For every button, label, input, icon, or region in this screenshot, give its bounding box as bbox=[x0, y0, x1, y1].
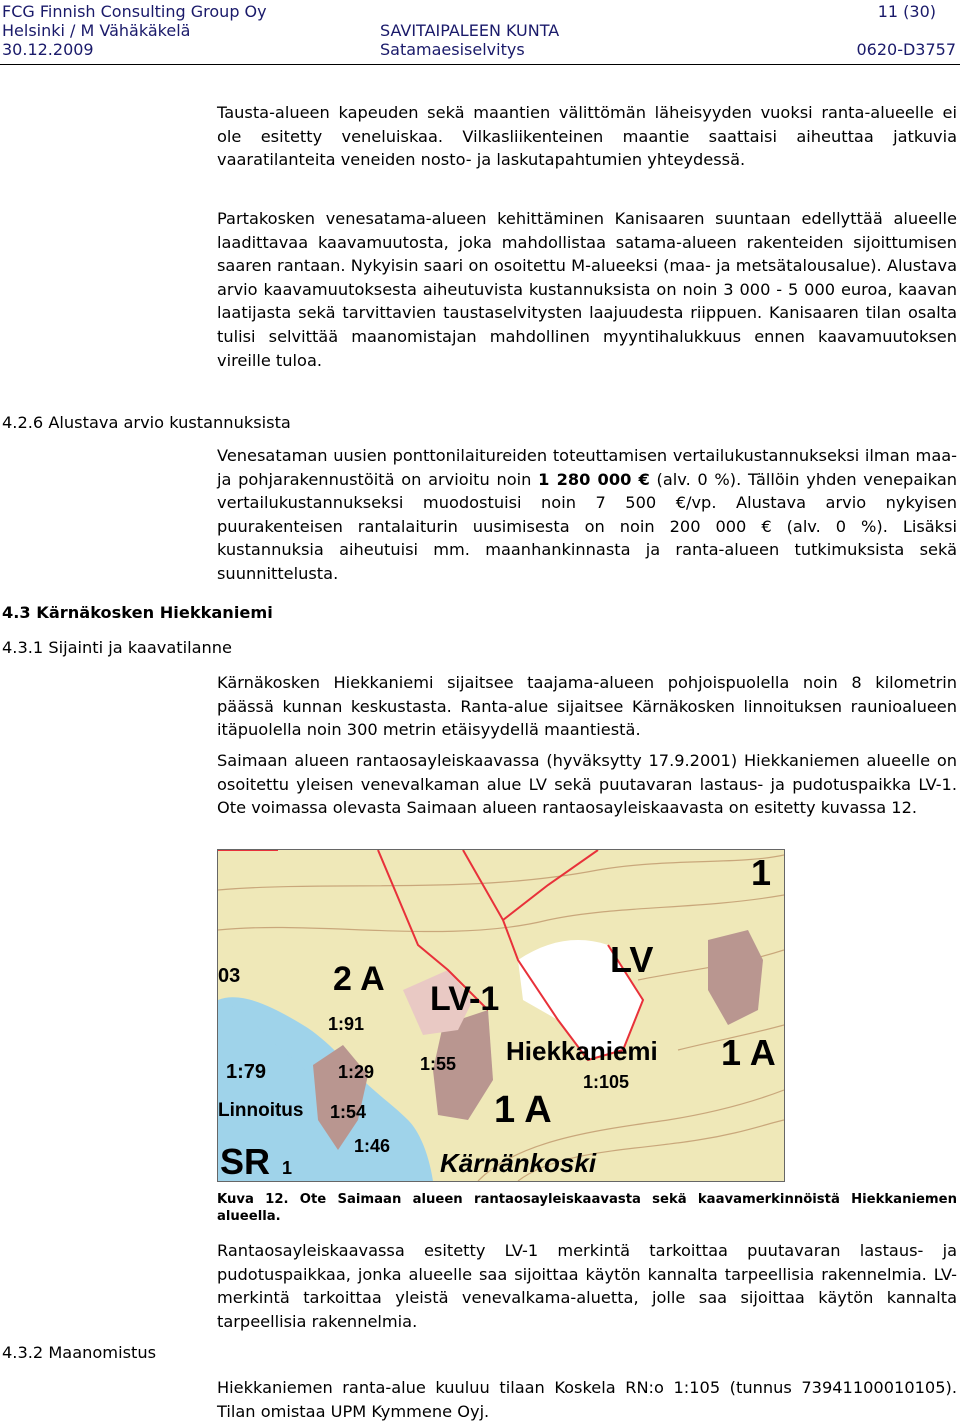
header-client: SAVITAIPALEEN KUNTA bbox=[380, 21, 560, 40]
paragraph-zoning: Saimaan alueen rantaosayleiskaavassa (hyväksytty 17.9.2001) Hiekkaniemen alueelle on osoitettu yleisen venevalkaman alue LV sekä puutavaran lastaus- ja pudotuspaikka LV-1. Ote voimassa olevasta Saimaan alueen rantaosayleiskaavasta on esitetty kuvassa 12. bbox=[217, 751, 957, 818]
paragraph-location: Kärnäkosken Hiekkaniemi sijaitsee taajama-alueen pohjoispuolella noin 8 kilometrin päässä kunnan keskustasta. Ranta-alue sijaitsee Kärnäkosken linnoituksen raunioalueen itäpuolella noin 300 metrin etäisyydellä maantiestä. bbox=[217, 673, 957, 740]
map-label-lv1: LV-1 bbox=[430, 980, 500, 1018]
map-label-03: 03 bbox=[218, 965, 241, 987]
paragraph-lv-meaning: Rantaosayleiskaavassa esitetty LV-1 merkintä tarkoittaa puutavaran lastaus- ja pudotuspaikkaa, jonka alueelle saa sijoittaa käytön kannalta tarpeellisia rakennelmia. LV-merkintä tarkoittaa yleistä venevalkama-aluetta, jolle saa sijoittaa käytön kannalta tarpeellisia rakennelmia. bbox=[217, 1241, 957, 1331]
map-label-hiekkaniemi: Hiekkaniemi bbox=[506, 1036, 658, 1066]
header-author: Helsinki / M Vähäkäkelä bbox=[2, 21, 191, 40]
zoning-map-drawing bbox=[218, 850, 784, 1181]
map-label-1-29: 1:29 bbox=[338, 1062, 375, 1082]
header-title: Satamaesiselvitys bbox=[380, 40, 525, 59]
header-code: 0620-D3757 bbox=[856, 40, 956, 59]
header-divider bbox=[0, 64, 960, 65]
map-label-1-46: 1:46 bbox=[354, 1136, 391, 1156]
costs-text-b: (alv. 0 %). Tällöin yhden venepaikan vertailukustannukseksi muodostuisi noin 7 500 €/vp. Alustava arvio nykyisen puurakenteisen rantalaiturin uusimisesta on noin 200 000 € (alv. 0 %). Lisäksi kustannuksia aiheutuisi mm. maanhankinnasta ja ranta-alueen tutkimuksista sekä suunnittelusta. bbox=[217, 469, 958, 583]
paragraph-costs bbox=[217, 444, 957, 586]
paragraph-ownership: Hiekkaniemen ranta-alue kuuluu tilaan Koskela RN:o 1:105 (tunnus 73941100010105). Tilan omistaa UPM Kymmene Oyj. bbox=[217, 1378, 957, 1421]
zoning-map bbox=[217, 849, 785, 1182]
map-label-1-55: 1:55 bbox=[420, 1054, 457, 1074]
map-label-1-91: 1:91 bbox=[328, 1014, 365, 1034]
map-label-1-79: 1:79 bbox=[226, 1061, 267, 1083]
heading-4-3: 4.3 Kärnäkosken Hiekkaniemi bbox=[2, 603, 273, 622]
map-label-1a-right: 1 A bbox=[721, 1032, 776, 1073]
costs-total: 1 280 000 € bbox=[538, 469, 650, 489]
map-label-1-top: 1 bbox=[751, 852, 772, 893]
map-label-1a-mid: 1 A bbox=[494, 1089, 552, 1131]
costs-text-a: Venesataman uusien ponttonilaitureiden toteuttamisen vertailukustannukseksi ilman maa- ja pohjarakennustöitä on arvioitu noin bbox=[217, 446, 957, 489]
header-company: FCG Finnish Consulting Group Oy bbox=[2, 2, 267, 21]
map-label-lv: LV bbox=[610, 939, 654, 980]
map-label-linnoitus: Linnoitus bbox=[218, 1100, 304, 1121]
paragraph-partakoski: Partakosken venesatama-alueen kehittäminen Kanisaaren suuntaan edellyttää alueelle laadittavaa kaavamuutosta, joka mahdollistaa satama-alueen rakenteiden sijoittumisen saaren rantaan. Nykyisin saari on osoitettu M-alueeksi (maa- ja metsätalousalue). Alustava arvio kaavamuutoksesta aiheutuvista kustannuksista on noin 3 000 - 5 000 euroa, kaavan laatijasta sekä tarvittavien taustaselvitysten laajuudesta riippuen. Kanisaaren tilan osalta tulisi selvittää maanomistajan mahdollinen myyntihalukkuus ennen kaavamuutoksen vireille tuloa. bbox=[217, 209, 957, 370]
map-label-karnankoski: Kärnänkoski bbox=[440, 1148, 597, 1178]
map-label-sr-sub: 1 bbox=[282, 1158, 293, 1178]
paragraph-background: Tausta-alueen kapeuden sekä maantien välittömän läheisyyden vuoksi ranta-alueelle ei ole esitetty veneluiskaa. Vilkasliikenteinen maantie saattaisi aiheuttaa jatkuvia vaaratilanteita veneiden nosto- ja laskutapahtumien yhteydessä. bbox=[217, 103, 957, 170]
heading-4-2-6: 4.2.6 Alustava arvio kustannuksista bbox=[2, 413, 291, 432]
figure-caption: Kuva 12. Ote Saimaan alueen rantaosayleiskaavasta sekä kaavamerkinnöistä Hiekkaniemen alueella. bbox=[217, 1192, 957, 1224]
header-date: 30.12.2009 bbox=[2, 40, 94, 59]
header-page-number: 11 (30) bbox=[877, 2, 936, 21]
map-label-2a: 2 A bbox=[333, 960, 385, 998]
map-label-sr: SR bbox=[220, 1141, 271, 1181]
map-label-1-105: 1:105 bbox=[583, 1072, 630, 1092]
map-label-1-54: 1:54 bbox=[330, 1102, 367, 1122]
heading-4-3-1: 4.3.1 Sijainti ja kaavatilanne bbox=[2, 638, 232, 657]
heading-4-3-2: 4.3.2 Maanomistus bbox=[2, 1343, 157, 1362]
